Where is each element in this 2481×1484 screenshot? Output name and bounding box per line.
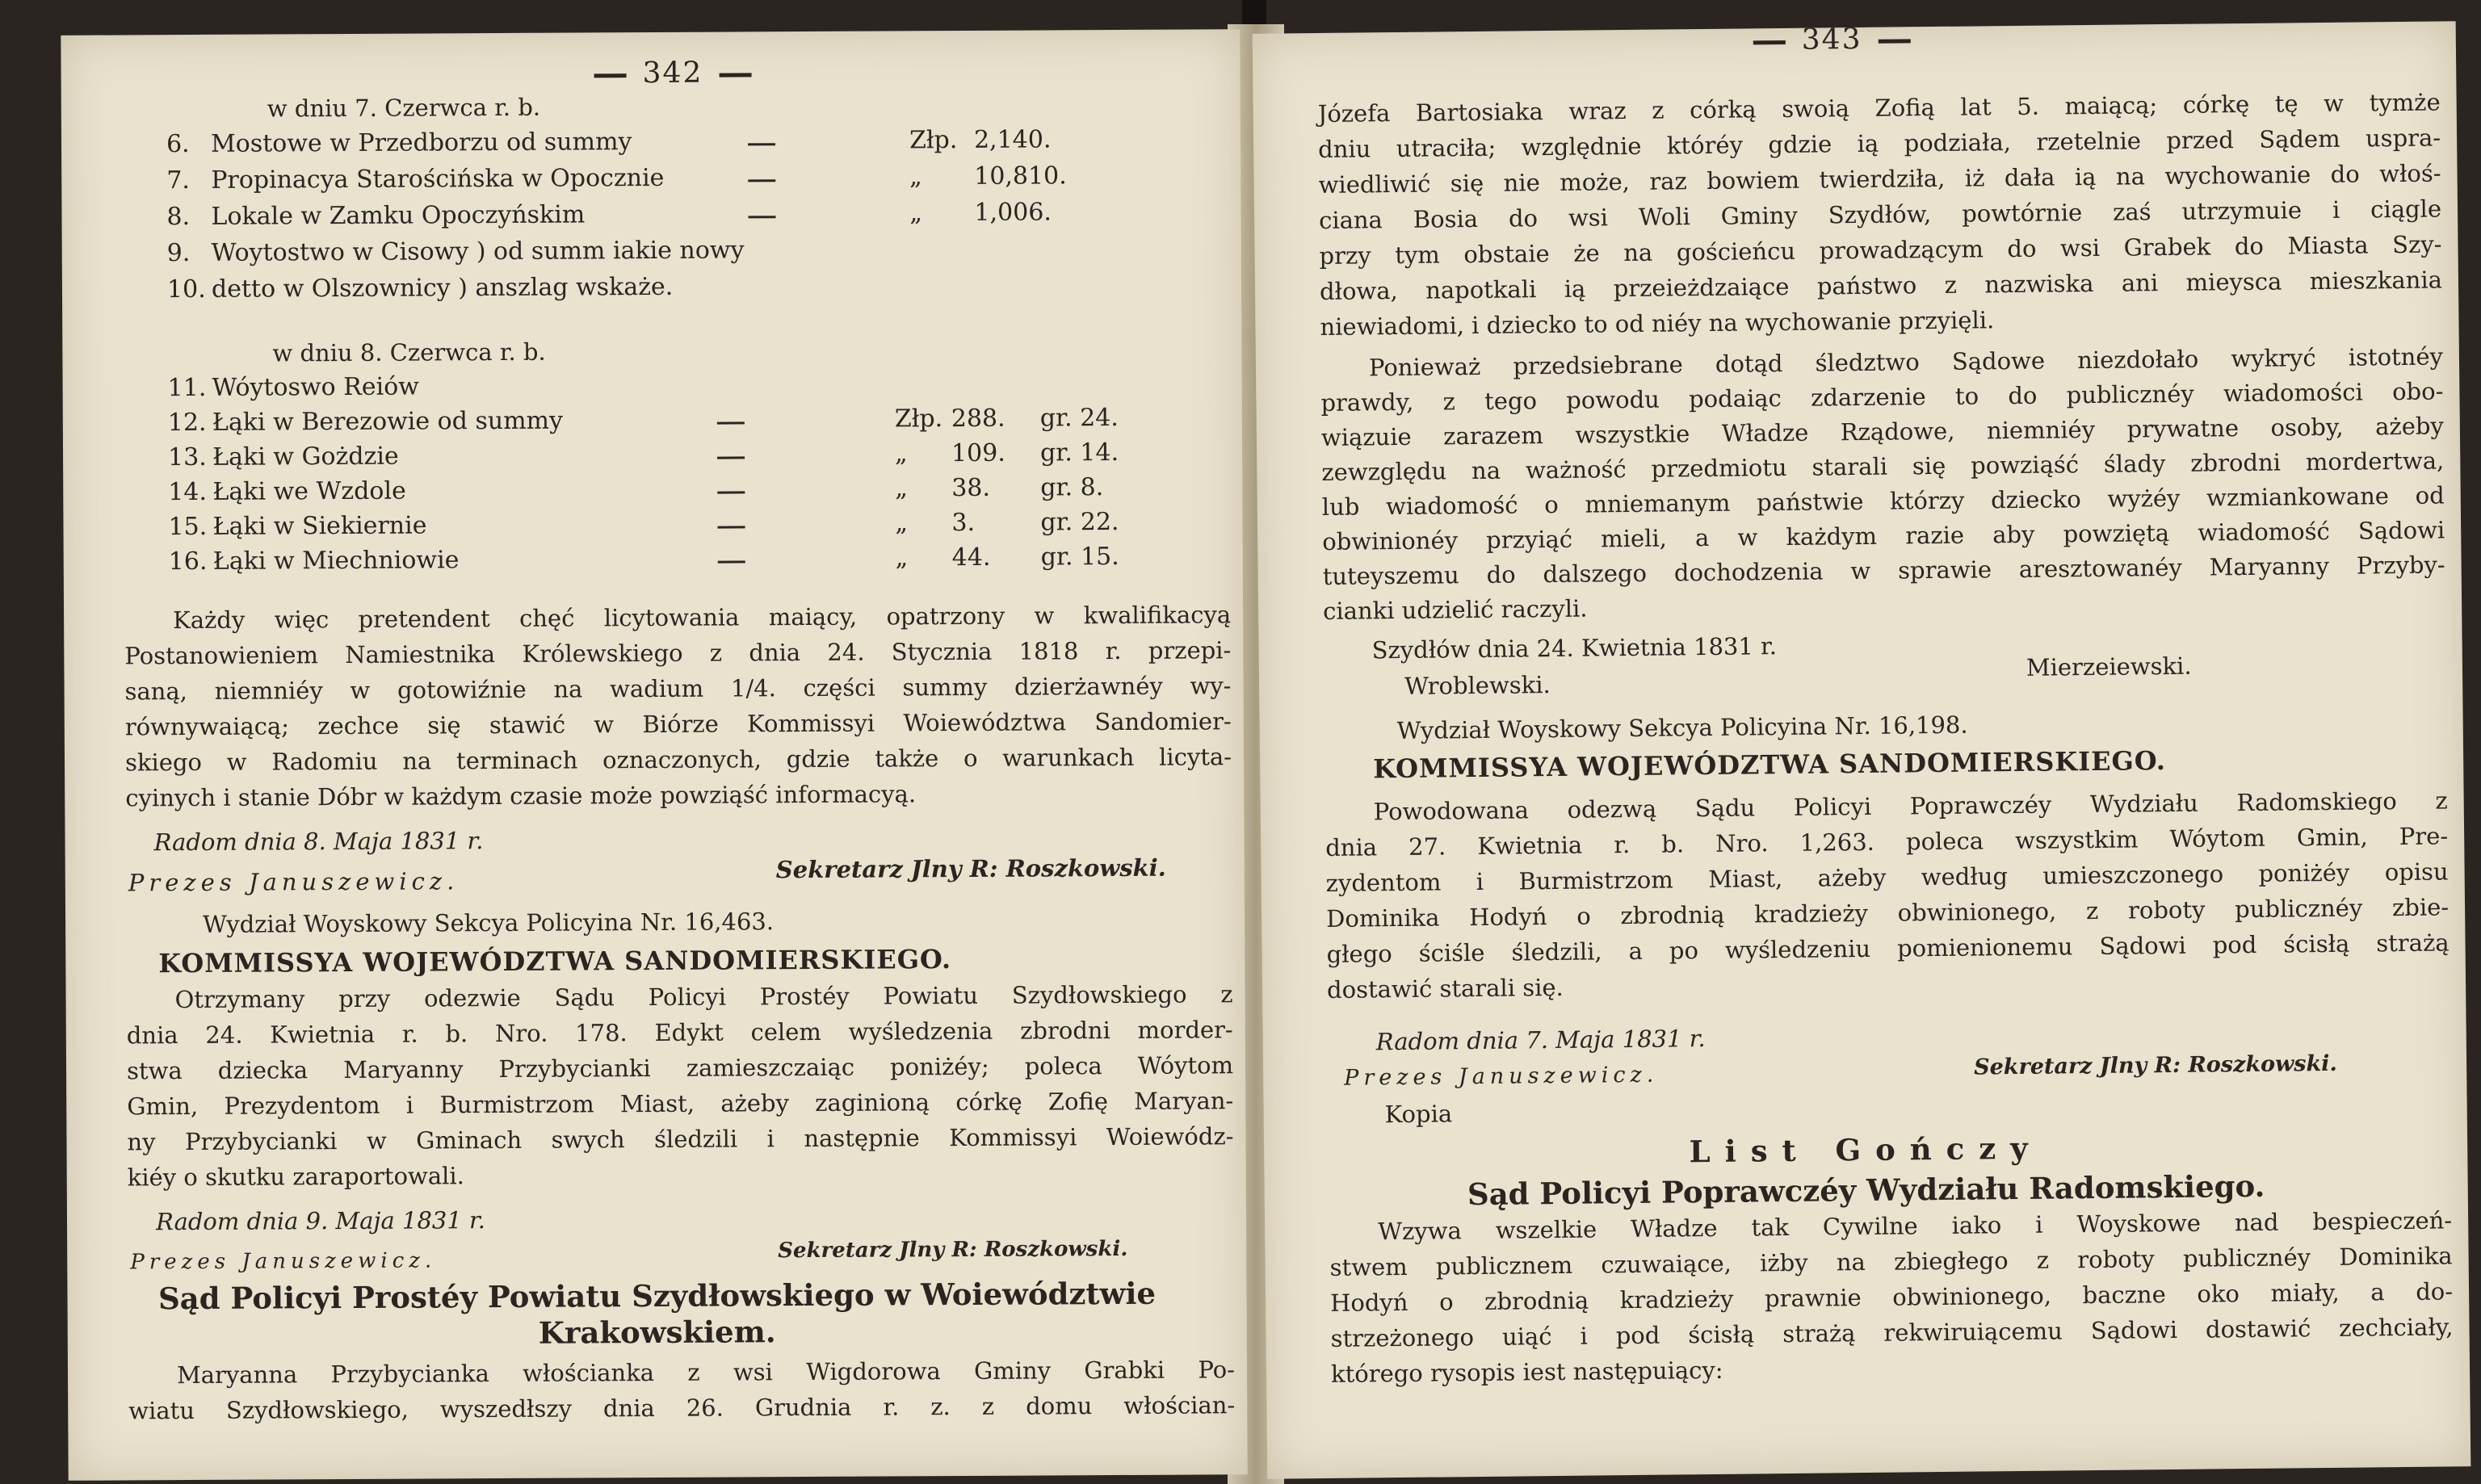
text-line: Ponieważ przedsiebrane dotąd śledztwo Sądowe niezdołało wykryć istotnéy — [1368, 342, 2444, 382]
dash-rule — [717, 456, 745, 459]
text-line: dniu utraciła; względnie któréy gdzie ią podziała, rzetelnie przed Sądem uspra- — [1317, 124, 2441, 164]
item-number: 14. — [168, 477, 208, 507]
item-currency: Złp. — [909, 126, 958, 155]
item-label: Łąki w Miechniowie — [212, 546, 460, 576]
text-line: Powodowana odezwą Sądu Policyi Poprawczéy Wydziału Radomskiego z — [1373, 786, 2448, 826]
item-grosze: gr. 14. — [1039, 438, 1119, 467]
dash-rule — [718, 560, 745, 563]
item-label: Łąki w Gożdzie — [212, 442, 399, 472]
signature: Mierzeiewski. — [2026, 652, 2192, 681]
list-item — [166, 161, 1208, 202]
item-number: 8. — [166, 203, 191, 232]
item-label: Łąki w Berezowie od summy — [212, 406, 564, 437]
right-page — [1253, 21, 2471, 1479]
text-line: Józefa Bartosiaka wraz z córką swoią Zofią lat 5. maiącą; córkę tę w tymże — [1317, 88, 2441, 128]
court-title: Krakowskiem. — [538, 1314, 776, 1351]
item-currency: „ — [895, 543, 909, 572]
sekretarz-signature: Sekretarz Jlny R: Roszkowski. — [1973, 1050, 2338, 1080]
item-number: 7. — [166, 166, 190, 195]
item-grosze: gr. 15. — [1040, 542, 1119, 572]
item-label: Propinacya Starościńska w Opocznie — [211, 163, 665, 195]
item-grosze: gr. 8. — [1040, 473, 1104, 502]
text-line: ciana Bosia do wsi Woli Gminy Szydłów, powtórnie zaś utrzymuie i ciągle — [1318, 195, 2442, 234]
item-label: Mostowe w Przedborzu od summy — [210, 128, 632, 158]
item-number: 12. — [167, 408, 207, 438]
text-line: zydentom i Burmistrzom Miast, ażeby według umieszczonego poniżéy opisu — [1325, 857, 2449, 897]
item-number: 10. — [166, 275, 206, 304]
section-kommissya: KOMMISSYA WOJEWÓDZTWA SANDOMIERSKIEGO. — [1373, 745, 2167, 785]
section-wydzial: Wydział Woyskowy Sekcya Policyina Nr. 16,463. — [203, 908, 775, 938]
dash-rule — [717, 491, 745, 493]
place-date: Radom dnia 7. Maja 1831 r. — [1375, 1025, 1706, 1056]
section-kommissya: KOMMISSYA WOJEWÓDZTWA SANDOMIERSKIEGO. — [158, 944, 952, 979]
item-amount: 109. — [951, 438, 1005, 468]
item-amount: 44. — [951, 543, 991, 572]
list-item — [166, 124, 1208, 166]
text-line: prawdy, z tego powodu podaiąc zdarzenie to do publicznéy wiadomości obo- — [1320, 377, 2444, 417]
text-line: przy tym obstaie że na gościeńcu prowadzącym do wsi Grabek do Miasta Szy- — [1319, 230, 2442, 270]
text-line: Gmin, Prezydentom i Burmistrzom Miast, ażeby zaginioną córkę Zofię Maryan- — [127, 1087, 1234, 1121]
text-line: zewzględu na ważność przedmiotu starali się powziąść ślady zbrodni mordertwa, — [1321, 446, 2445, 486]
court-title: Sąd Policyi Poprawczéy Wydziału Radomskiego. — [1467, 1167, 2265, 1213]
place-date: Radom dnia 8. Maja 1831 r. — [153, 827, 484, 857]
item-amount: 2,140. — [973, 125, 1052, 154]
page-number-right: 343 — [1737, 22, 1927, 57]
prezes-signature: Prezes Januszewicz. — [130, 1248, 437, 1275]
text-line: Każdy więc pretendent chęć licytowania maiący, opatrzony w kwalifikacyą — [173, 601, 1232, 635]
place-date: Radom dnia 9. Maja 1831 r. — [155, 1206, 485, 1236]
text-line: dłowa, napotkali ią przeieżdzaiące państwo z nazwiska ani mieysca mieszkania — [1319, 266, 2443, 305]
text-line: obwinionéy przyiąć mieli, a w każdym razie aby powziętą wiadomość Sądowi — [1322, 516, 2445, 555]
place-date: Szydłów dnia 24. Kwietnia 1831 r. — [1371, 632, 1778, 664]
text-line: Postanowieniem Namiestnika Królewskiego z dnia 24. Stycznia 1818 r. przepi- — [124, 636, 1232, 670]
date-line: w dniu 8. Czerwca r. b. — [272, 337, 546, 367]
text-line: Hodyń o zbrodnią kradzieży prawnie obwinionego, baczne oko miały, a do- — [1329, 1277, 2454, 1317]
text-line: Otrzymany przy odezwie Sądu Policyi Prostéy Powiatu Szydłowskiego z — [174, 980, 1233, 1014]
dash-rule — [718, 526, 745, 528]
item-amount: 1,006. — [974, 198, 1052, 227]
item-number: 16. — [168, 547, 208, 576]
list-item — [169, 542, 1211, 583]
signature: Wroblewski. — [1404, 671, 1551, 700]
text-line: Wzywa wszelkie Władze tak Cywilne iako i Woyskowe nad bespieczeń- — [1378, 1206, 2453, 1246]
prezes-signature: Prezes Januszewicz. — [128, 867, 460, 897]
sekretarz-signature: Sekretarz Jlny R: Roszkowski. — [775, 853, 1166, 884]
section-wydzial: Wydział Woyskowy Sekcya Policyina Nr. 16,198. — [1396, 711, 1968, 745]
text-line: którego rysopis iest następuiący: — [1330, 1356, 1723, 1388]
text-line: saną, niemniéy w gotowiźnie na wadium 1/4. części summy dzierżawnéy wy- — [124, 672, 1232, 706]
text-line: skiego w Radomiu na terminach oznaczonych, gdzie także o warunkach licyta- — [124, 743, 1232, 777]
dash-rule — [749, 216, 776, 218]
text-line: tuteyszemu do dalszego dochodzenia w sprawie aresztowanéy Maryanny Przyby- — [1322, 551, 2445, 590]
text-line: Dominika Hodyń o zbrodnią kradzieży obwinionego, z roboty publicznéy zbie- — [1325, 893, 2450, 933]
text-line: dnia 27. Kwietnia r. b. Nro. 1,263. poleca wszystkim Wóytom Gmin, Pre- — [1325, 822, 2449, 861]
item-grosze: gr. 24. — [1039, 403, 1119, 433]
item-amount: 10,810. — [974, 161, 1067, 191]
text-line: cianki udzielić raczyli. — [1322, 594, 1588, 625]
text-line: niewiadomi, i dziecko to od niéy na wychowanie przyięli. — [1320, 306, 1995, 341]
text-line: równywaiącą; zechce się stawić w Biórze Kommissyi Woiewództwa Sandomier- — [124, 707, 1232, 741]
dash-rule — [717, 421, 745, 424]
item-number: 13. — [167, 442, 207, 472]
item-currency: „ — [895, 474, 908, 503]
list-title: List Gończy — [1689, 1130, 2042, 1170]
item-label: Lokale w Zamku Opoczyńskim — [211, 200, 586, 231]
item-amount: 38. — [951, 473, 991, 503]
item-currency: Złp. — [894, 405, 943, 434]
item-number: 6. — [166, 130, 190, 159]
date-line: w dniu 7. Czerwca r. b. — [267, 93, 541, 123]
dash-rule — [748, 143, 775, 145]
court-title: Sąd Policyi Prostéy Powiatu Szydłowskiego w Woiewództwie — [157, 1275, 1157, 1317]
text-line: wiedliwić się nie może, raz bowiem twierdziła, iż dała ią na wychowanie do włoś- — [1318, 159, 2441, 199]
item-number: 9. — [166, 239, 191, 268]
item-currency: „ — [895, 509, 909, 538]
list-item — [167, 270, 1209, 311]
item-label: Łąki we Wzdole — [212, 476, 406, 506]
item-currency: „ — [894, 439, 908, 468]
list-item — [167, 233, 1209, 275]
text-line: strzeżonego uiąć i pod ścisłą strażą rekwiruiącemu Sądowi dostawić zechciały, — [1330, 1313, 2454, 1352]
prezes-signature: Prezes Januszewicz. — [1344, 1062, 1659, 1091]
left-page — [61, 29, 1247, 1481]
text-line: wiązuie zarazem wszystkie Władze Rządowe, niemniéy prywatne osoby, ażeby — [1320, 412, 2445, 451]
text-line: Maryanna Przybycianka włościanka z wsi Wigdorowa Gminy Grabki Po- — [176, 1356, 1236, 1390]
item-currency: „ — [909, 199, 923, 228]
text-line: ny Przybycianki w Gminach swych śledzili i następnie Kommissyi Woiewódz- — [127, 1122, 1234, 1156]
text-line: stwem publicznem czuwaiące, iżby na zbiegłego z roboty publicznéy Dominika — [1329, 1242, 2453, 1281]
kopia-label: Kopia — [1384, 1100, 1453, 1129]
page-number-left: 342 — [577, 56, 767, 90]
dash-rule — [748, 179, 775, 182]
item-number: 11. — [167, 373, 207, 403]
text-line: kiéy o skutku zaraportowali. — [127, 1162, 464, 1192]
text-line: wiatu Szydłowskiego, wyszedłszy dnia 26. Grudnia r. z. z domu włościan- — [128, 1391, 1236, 1425]
sekretarz-signature: Sekretarz Jlny R: Roszkowski. — [778, 1236, 1128, 1264]
list-item — [166, 197, 1208, 238]
item-currency: „ — [909, 162, 922, 191]
item-number: 15. — [168, 512, 208, 542]
item-label: detto w Olszownicy ) anszlag wskaże. — [211, 272, 674, 304]
item-grosze: gr. 22. — [1040, 507, 1119, 537]
item-label: Woytostwo w Cisowy ) od summ iakie nowy — [211, 236, 745, 267]
text-line: głego ściśle śledzili, a po wyśledzeniu pomienionemu Sądowi pod ścisłą strażą — [1326, 929, 2450, 968]
text-line: stwa dziecka Maryanny Przybycianki zamieszczaiąc poniżéy; poleca Wóytom — [126, 1051, 1234, 1085]
text-line: dnia 24. Kwietnia r. b. Nro. 178. Edykt celem wyśledzenia zbrodni morder- — [126, 1016, 1233, 1050]
text-line: lub wiadomość o mniemanym państwie którzy dziecko wyżéy wzmiankowane od — [1321, 481, 2445, 521]
item-label: Wóytoswo Reiów — [212, 372, 419, 402]
text-line: cyinych i stanie Dóbr w każdym czasie może powziąść informacyą. — [125, 780, 917, 812]
text-line: dostawić starali się. — [1326, 973, 1564, 1004]
item-amount: 288. — [951, 404, 1005, 434]
item-amount: 3. — [951, 508, 976, 538]
item-label: Łąki w Siekiernie — [212, 511, 427, 541]
